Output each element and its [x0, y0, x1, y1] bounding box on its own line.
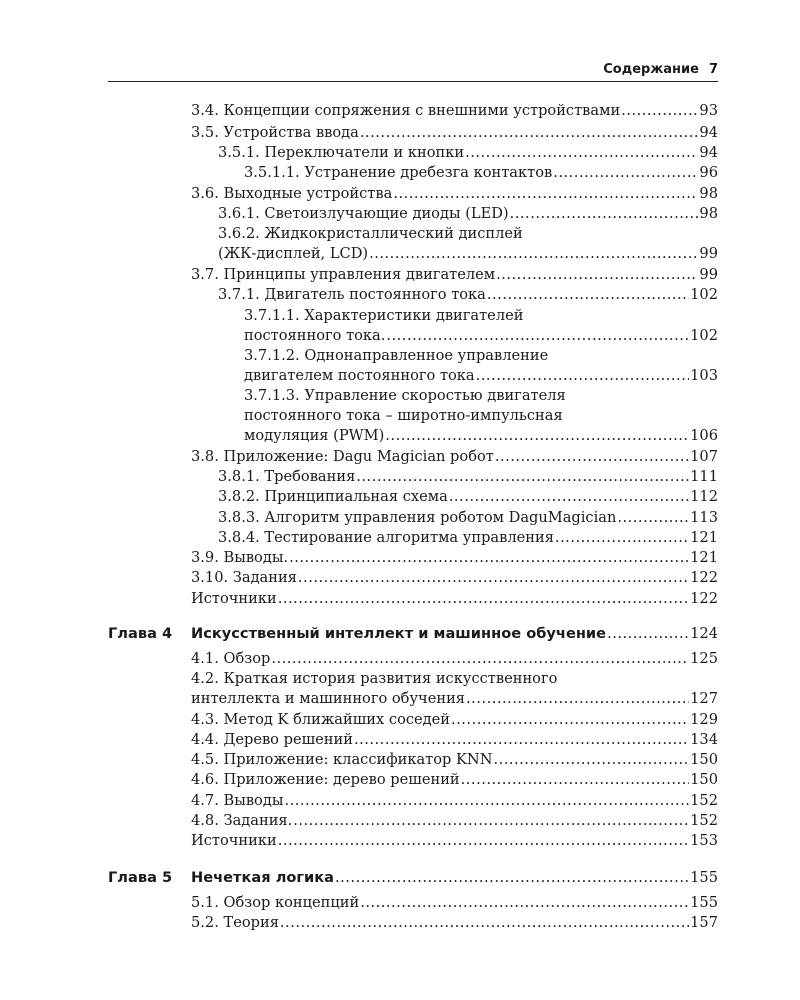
toc-page-number: 152: [690, 792, 718, 809]
toc-page-number: 157: [690, 914, 718, 931]
dot-leader: [284, 791, 689, 811]
toc-entry[interactable]: [218, 487, 718, 507]
toc-entry-title-continued: постоянного тока.: [244, 327, 386, 345]
toc-entry-title-continued: (ЖК-дисплей, LCD): [218, 245, 369, 263]
toc-entry[interactable]: [191, 649, 718, 669]
toc-entry-title: 3.9. Выводы.: [191, 549, 289, 566]
toc-entry[interactable]: [191, 589, 718, 609]
toc-entry-title: 3.5.1.1. Устранение дребезга контактов: [244, 164, 553, 181]
toc-entry[interactable]: [191, 913, 718, 933]
toc-entry-title: Источники: [191, 590, 277, 607]
dot-leader: [271, 649, 689, 669]
toc-page-number: 102: [690, 286, 718, 303]
toc-page-number: 102: [690, 327, 718, 345]
dot-leader: [335, 868, 689, 888]
toc-page-number: 122: [690, 569, 718, 586]
toc-entry-title: 3.8.3. Алгоритм управления роботом DaguMagician: [218, 509, 617, 526]
toc-entry[interactable]: [191, 893, 718, 913]
toc-entry-title-continued: постоянного тока – широтно-импульсная: [244, 407, 563, 425]
dot-leader: [356, 467, 689, 487]
toc-page-number: 103: [690, 367, 718, 385]
dot-leader: [553, 163, 698, 183]
dot-leader: [495, 447, 689, 467]
toc-entry[interactable]: [218, 467, 718, 487]
toc-entry-title-continued: модуляция (PWM): [244, 427, 385, 445]
dot-leader: [449, 487, 689, 507]
toc-entry[interactable]: [218, 528, 718, 548]
toc-entry-title: 4.1. Обзор: [191, 650, 271, 667]
toc-page-number: 99: [699, 245, 718, 263]
toc-chapter-entry[interactable]: [191, 624, 718, 644]
toc-entry-title: 3.5.1. Переключатели и кнопки: [218, 144, 465, 161]
toc-entry-title: 4.6. Приложение: дерево решений: [191, 771, 460, 788]
toc-entry[interactable]: [191, 447, 718, 467]
toc-entry-title: 5.1. Обзор концепций: [191, 894, 360, 911]
toc-page-number: 111: [690, 468, 718, 485]
toc-page-number: 134: [690, 731, 718, 748]
toc-entry[interactable]: [191, 101, 718, 121]
toc-page-number: 155: [690, 894, 718, 911]
toc-page-number: 93: [699, 102, 718, 119]
toc-page-number: 94: [699, 124, 718, 141]
dot-leader: [607, 624, 689, 644]
toc-page-number: 98: [699, 205, 718, 222]
toc-page-number: 150: [690, 771, 718, 788]
dot-leader: [278, 831, 689, 851]
toc-entry[interactable]: [191, 811, 718, 831]
toc-page-number: 124: [690, 625, 718, 642]
toc-entry[interactable]: [244, 386, 718, 447]
toc-entry-title: 4.4. Дерево решений: [191, 731, 353, 748]
chapter-title: Искусственный интеллект и машинное обучение: [191, 625, 607, 642]
toc-entry-title: 3.6.1. Светоизлучающие диоды (LED): [218, 205, 509, 222]
dot-leader: [293, 811, 689, 831]
dot-leader: [466, 689, 689, 709]
toc-entry[interactable]: [191, 770, 718, 790]
toc-entry[interactable]: [191, 265, 718, 285]
dot-leader: [617, 508, 689, 528]
dot-leader: [510, 204, 699, 224]
toc-entry-title: 4.3. Метод K ближайших соседей: [191, 711, 451, 728]
dot-leader: [385, 426, 689, 446]
dot-leader: [496, 265, 698, 285]
toc-entry[interactable]: [191, 730, 718, 750]
toc-entry-title: 3.7. Принципы управления двигателем: [191, 266, 496, 283]
toc-entry-title: Источники: [191, 832, 277, 849]
dot-leader: [555, 528, 689, 548]
toc-page-number: 94: [699, 144, 718, 161]
toc-entry[interactable]: [244, 306, 718, 346]
toc-entry-title: 3.8.4. Тестирование алгоритма управления: [218, 529, 554, 546]
toc-page-number: 99: [699, 266, 718, 283]
toc-entry-title: 3.7.1. Двигатель постоянного тока: [218, 286, 486, 303]
dot-leader: [465, 143, 698, 163]
toc-entry[interactable]: [218, 285, 718, 305]
toc-entry-title: 3.7.1.1. Характеристики двигателей: [244, 307, 524, 324]
toc-entry-title: 3.8.2. Принципиальная схема: [218, 488, 448, 505]
toc-entry[interactable]: [191, 750, 718, 770]
dot-leader: [386, 326, 689, 346]
toc-entry[interactable]: [191, 669, 718, 709]
toc-page-number: 106: [690, 427, 718, 445]
toc-page-number: 152: [690, 812, 718, 829]
toc-entry[interactable]: [191, 710, 718, 730]
toc-entry-title: 4.8. Задания.: [191, 812, 293, 829]
dot-leader: [461, 770, 689, 790]
toc-page-number: 122: [690, 590, 718, 607]
toc-entry[interactable]: [218, 508, 718, 528]
toc-entry-title: 3.8. Приложение: Dagu Magician робот: [191, 448, 494, 465]
toc-entry-title: 4.2. Краткая история развития искусственного: [191, 670, 558, 687]
chapter-label: Глава 4: [108, 625, 173, 642]
toc-entry[interactable]: [244, 346, 718, 386]
dot-leader: [487, 285, 689, 305]
dot-leader: [393, 184, 698, 204]
dot-leader: [354, 730, 689, 750]
toc-page-number: 129: [690, 711, 718, 728]
toc-entry-title-continued: интеллекта и машинного обучения: [191, 690, 466, 708]
toc-entry-title: 3.10. Задания: [191, 569, 297, 586]
toc-entry-title: 4.7. Выводы: [191, 792, 284, 809]
dot-leader: [451, 710, 689, 730]
toc-chapter-entry[interactable]: [191, 868, 718, 888]
dot-leader: [280, 913, 689, 933]
toc-entry[interactable]: [218, 204, 718, 224]
toc-entry[interactable]: [191, 184, 718, 204]
toc-page-number: 121: [690, 529, 718, 546]
toc-entry[interactable]: [191, 791, 718, 811]
chapter-title: Нечеткая логика: [191, 869, 335, 886]
toc-entry[interactable]: [244, 163, 718, 183]
toc-page-number: 98: [699, 185, 718, 202]
toc-entry[interactable]: [218, 143, 718, 163]
toc-page-number: 112: [690, 488, 718, 505]
toc-entry-title: 5.2. Теория: [191, 914, 279, 931]
toc-entry-title: 4.5. Приложение: классификатор KNN: [191, 751, 493, 768]
dot-leader: [493, 750, 689, 770]
chapter-label: Глава 5: [108, 869, 173, 886]
toc-page-number: 153: [690, 832, 718, 849]
dot-leader: [621, 101, 698, 121]
toc-entry-title: 3.4. Концепции сопряжения с внешними устройствами: [191, 102, 621, 119]
toc-page-number: 150: [690, 751, 718, 768]
dot-leader: [360, 893, 689, 913]
header-page-number: 7: [708, 62, 718, 77]
dot-leader: [289, 548, 689, 568]
toc-entry[interactable]: [191, 548, 718, 568]
toc-page-number: 155: [690, 869, 718, 886]
toc-entry-title: 3.6. Выходные устройства: [191, 185, 393, 202]
toc-entry-title: 3.6.2. Жидкокристаллический дисплей: [218, 225, 523, 242]
toc-entry-title-continued: двигателем постоянного тока: [244, 367, 475, 385]
dot-leader: [278, 589, 689, 609]
dot-leader: [360, 123, 699, 143]
toc-entry-title: 3.7.1.2. Однонаправленное управление: [244, 347, 549, 364]
dot-leader: [298, 568, 689, 588]
toc-page-number: 107: [690, 448, 718, 465]
header-section-title: Содержание: [603, 62, 699, 77]
dot-leader: [476, 366, 690, 386]
toc-page-number: 121: [690, 549, 718, 566]
toc-entry-title: 3.8.1. Требования: [218, 468, 356, 485]
toc-entry[interactable]: [191, 123, 718, 143]
toc-entry-title: 3.5. Устройства ввода: [191, 124, 359, 141]
toc-page-number: 127: [690, 690, 718, 708]
toc-page-number: 96: [699, 164, 718, 181]
toc-entry[interactable]: [218, 224, 718, 264]
toc-entry[interactable]: [191, 831, 718, 851]
toc-page-number: 125: [690, 650, 718, 667]
dot-leader: [369, 244, 698, 264]
toc-entry[interactable]: [191, 568, 718, 588]
toc-entry-title: 3.7.1.3. Управление скоростью двигателя: [244, 387, 566, 404]
toc-page-number: 113: [690, 509, 718, 526]
